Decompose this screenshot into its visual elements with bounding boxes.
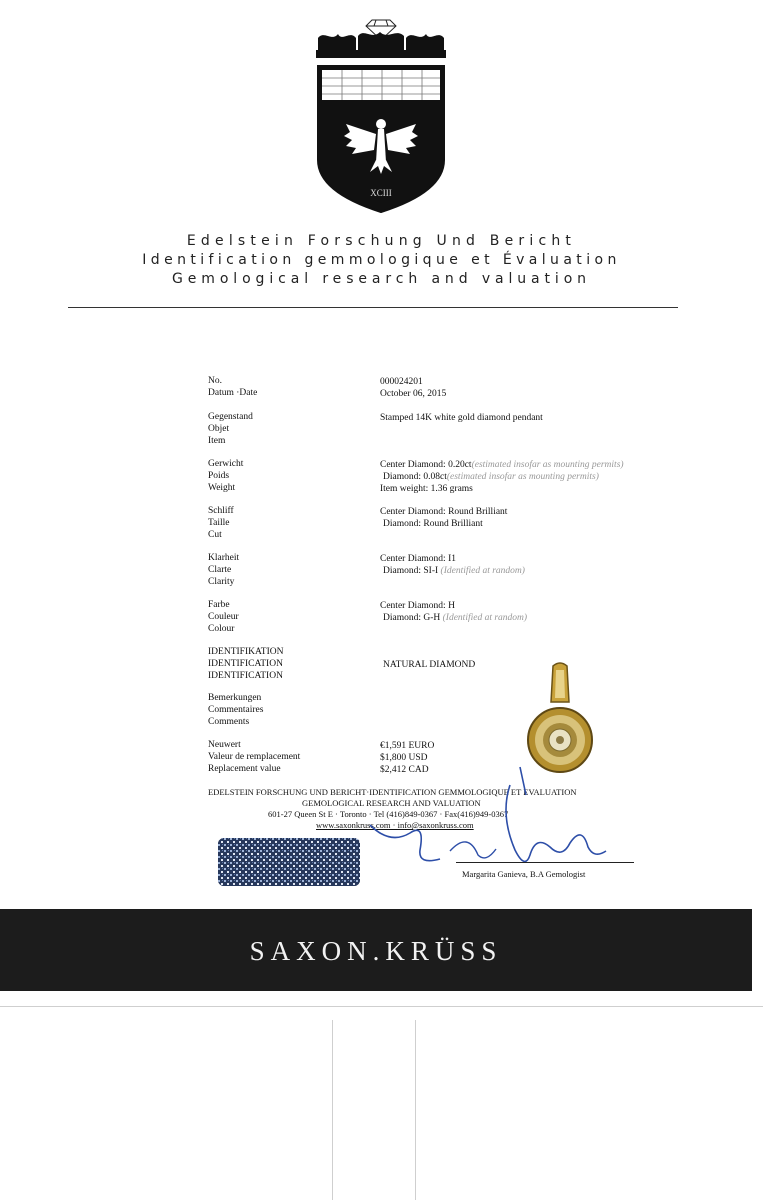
label-identification-de: IDENTIFIKATION bbox=[208, 647, 284, 657]
label-clarity-de: Klarheit bbox=[208, 553, 240, 563]
cut-diamond: Diamond: Round Brilliant bbox=[383, 519, 483, 529]
value-usd: $1,800 USD bbox=[380, 753, 428, 763]
label-weight-de: Gerwicht bbox=[208, 459, 244, 469]
label-value-de: Neuwert bbox=[208, 740, 241, 750]
identification-value: NATURAL DIAMOND bbox=[383, 660, 476, 670]
label-clarity-fr: Clarte bbox=[208, 565, 232, 575]
colour-diamond-note: (Identified at random) bbox=[442, 613, 528, 623]
item-description: Stamped 14K white gold diamond pendant bbox=[380, 413, 543, 423]
label-weight-fr: Poids bbox=[208, 471, 230, 481]
header-divider bbox=[68, 307, 678, 308]
weight-diamond bbox=[383, 471, 599, 483]
clarity-center: Center Diamond: I1 bbox=[380, 554, 456, 564]
label-item-de: Gegenstand bbox=[208, 412, 253, 422]
label-comments-fr: Commentaires bbox=[208, 705, 264, 715]
label-comments-en: Comments bbox=[208, 717, 250, 727]
crest-logo bbox=[312, 12, 450, 218]
brand-name: SAXON.KRÜSS bbox=[249, 936, 503, 966]
label-no: No. bbox=[208, 376, 222, 386]
report-number: 000024201 bbox=[380, 377, 423, 387]
weight-diamond-value: Diamond: 0.08ct bbox=[383, 472, 447, 482]
paper-crease-right bbox=[415, 1020, 416, 1200]
colour-center: Center Diamond: H bbox=[380, 601, 455, 611]
label-item-fr: Objet bbox=[208, 424, 230, 434]
value-cad: $2,412 CAD bbox=[380, 765, 429, 775]
gemologist-name: Margarita Ganieva, B.A Gemologist bbox=[462, 869, 586, 879]
header-french: Identification gemmologique et Évaluation bbox=[142, 252, 621, 268]
item-weight: Item weight: 1.36 grams bbox=[380, 484, 473, 494]
label-identification-en: IDENTIFICATION bbox=[208, 671, 283, 681]
report-date: October 06, 2015 bbox=[380, 389, 447, 399]
ornament-icon bbox=[316, 32, 446, 58]
value-eur: €1,591 EURO bbox=[380, 741, 435, 751]
hologram-seal bbox=[218, 838, 360, 886]
signature-line bbox=[456, 862, 634, 863]
colour-diamond bbox=[383, 612, 527, 624]
label-cut-en: Cut bbox=[208, 530, 222, 540]
label-value-fr: Valeur de remplacement bbox=[208, 752, 301, 762]
header-english: Gemological research and valuation bbox=[172, 271, 591, 287]
label-colour-fr: Couleur bbox=[208, 612, 239, 622]
footer-website-link[interactable]: www.saxonkruss.com · info@saxonkruss.com bbox=[316, 820, 474, 830]
label-clarity-en: Clarity bbox=[208, 577, 235, 587]
label-weight-en: Weight bbox=[208, 483, 236, 493]
label-value-en: Replacement value bbox=[208, 764, 281, 774]
footer-line-2: GEMOLOGICAL RESEARCH AND VALUATION bbox=[302, 798, 481, 808]
label-cut-fr: Taille bbox=[208, 518, 230, 528]
colour-diamond-value: Diamond: G-H bbox=[383, 613, 441, 623]
weight-center-value: Center Diamond: 0.20ct bbox=[380, 460, 472, 470]
label-date: Datum ·Date bbox=[208, 388, 258, 398]
crest-numeral: XCIII bbox=[370, 188, 392, 198]
weight-center-note: (estimated insofar as mounting permits) bbox=[471, 460, 624, 470]
weight-center bbox=[380, 459, 624, 471]
weight-diamond-note: (estimated insofar as mounting permits) bbox=[446, 472, 599, 482]
paper-fold bbox=[0, 1006, 763, 1007]
label-identification-fr: IDENTIFICATION bbox=[208, 659, 283, 669]
label-item-en: Item bbox=[208, 436, 226, 446]
label-cut-de: Schliff bbox=[208, 506, 234, 516]
footer-line-3: 601-27 Queen St E · Toronto · Tel (416)849-0367 · Fax(416)949-0367 bbox=[268, 809, 509, 819]
header-german: Edelstein Forschung Und Bericht bbox=[186, 233, 577, 249]
paper-crease-left bbox=[332, 1020, 333, 1200]
clarity-diamond bbox=[383, 565, 525, 577]
clarity-diamond-note: (Identified at random) bbox=[440, 566, 525, 576]
label-colour-de: Farbe bbox=[208, 600, 230, 610]
cut-center: Center Diamond: Round Brilliant bbox=[380, 507, 508, 517]
label-comments-de: Bemerkungen bbox=[208, 693, 262, 703]
label-colour-en: Colour bbox=[208, 624, 235, 634]
clarity-diamond-value: Diamond: SI-I bbox=[383, 566, 439, 576]
footer-line-1: EDELSTEIN FORSCHUNG UND BERICHT·IDENTIFICATION GEMMOLOGIQUE ET EVALUATION bbox=[208, 787, 577, 797]
